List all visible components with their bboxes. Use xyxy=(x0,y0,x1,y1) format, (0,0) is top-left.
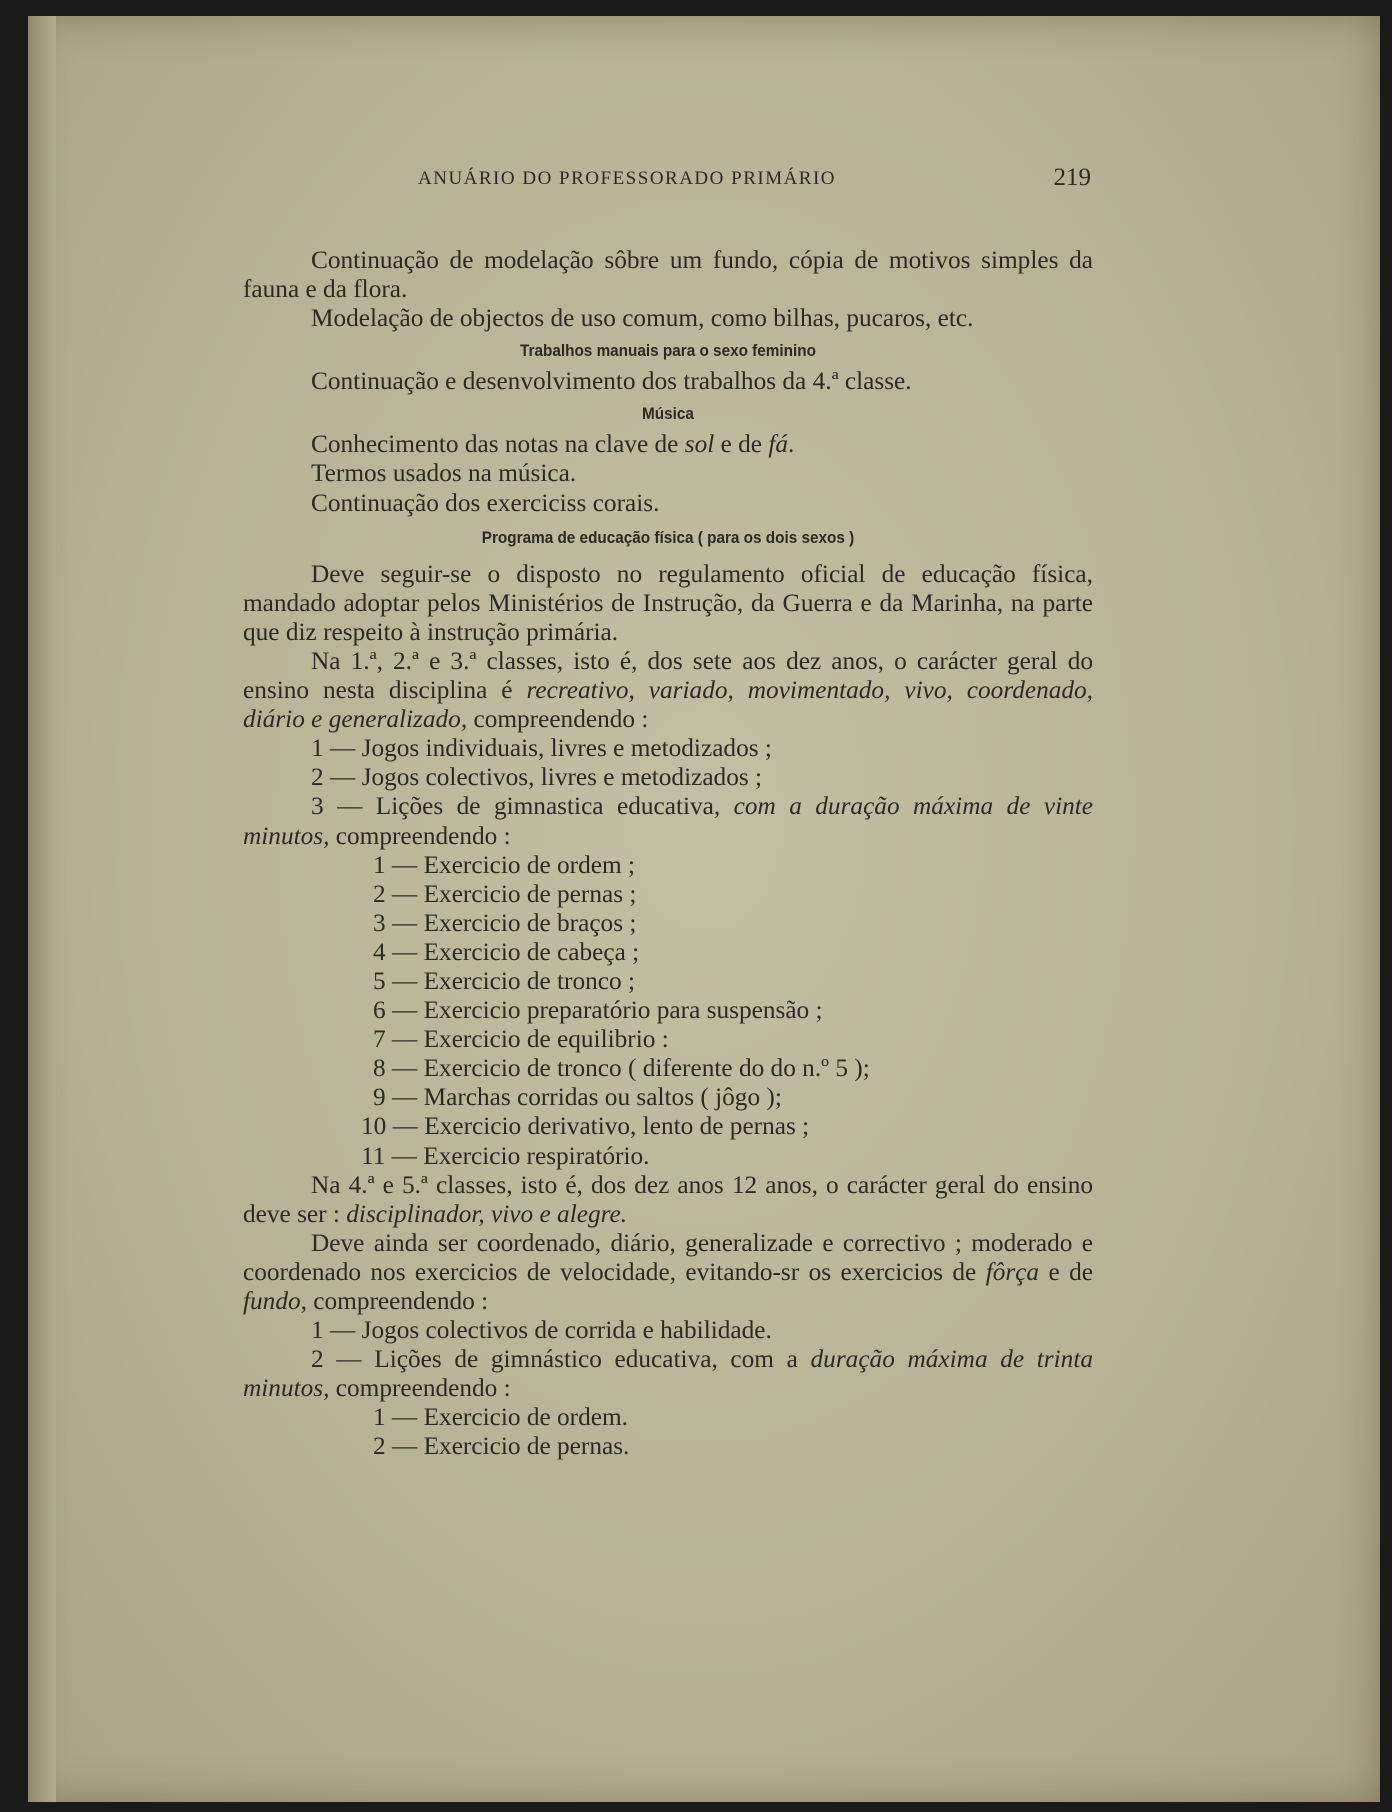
paragraph: Na 1.ª, 2.ª e 3.ª classes, isto é, dos sete aos dez anos, o carácter geral do ensino nesta disciplina é recreativo, variado, movimentado, vivo, coordenado, diário e generalizado, compreendendo : xyxy=(243,646,1093,734)
list-item: 2 — Lições de gimnástico educativa, com a duração máxima de trinta minutos, compreendendo : xyxy=(243,1345,1094,1403)
list-item: 2 — Jogos colectivos, livres e metodizados ; xyxy=(311,763,763,792)
paragraph: Modelação de objectos de uso comum, como bilhas, pucaros, etc. xyxy=(311,304,974,333)
book-spine xyxy=(28,16,56,1802)
paragraph: Deve ainda ser coordenado, diário, generalizade e correctivo ; moderado e coordenado nos exercicios de velocidade, evitando-sr os exercicios de fôrça e de fundo, compreendendo : xyxy=(243,1228,1093,1315)
paragraph: Continuação e desenvolvimento dos trabalhos da 4.ª classe. xyxy=(311,367,912,396)
sub-list-item: 9 — Marchas corridas ou saltos ( jôgo ); xyxy=(373,1083,782,1112)
sub-list-item: 3 — Exercicio de braços ; xyxy=(373,908,637,937)
list-item: 1 — Jogos colectivos de corrida e habilidade. xyxy=(311,1316,772,1345)
section-heading-musica: Música xyxy=(642,404,694,424)
list-item: 3 — Lições de gimnastica educativa, com a duração máxima de vinte minutos, compreendendo : xyxy=(243,792,1094,850)
sub-list-item: 1 — Exercicio de ordem ; xyxy=(373,850,636,879)
paragraph: Continuação de modelação sôbre um fundo, cópia de motivos simples da fauna e da flora. xyxy=(243,246,1093,304)
sub-list-item: 5 — Exercicio de tronco ; xyxy=(373,966,636,995)
sub-list-item: 1 — Exercicio de ordem. xyxy=(373,1403,628,1432)
book-page xyxy=(28,16,1380,1802)
sub-list-item: 6 — Exercicio preparatório para suspensão ; xyxy=(373,996,823,1025)
paragraph: Deve seguir-se o disposto no regulamento oficial de educação física, mandado adoptar pelos Ministérios de Instrução, da Guerra e da Marinha, na parte que diz respeito à instrução primária. xyxy=(243,559,1093,646)
running-header xyxy=(243,164,1093,198)
section-heading-trabalhos: Trabalhos manuais para o sexo feminino xyxy=(520,341,816,361)
sub-list-item: 11 — Exercicio respiratório. xyxy=(361,1141,650,1170)
list-item: 1 — Jogos individuais, livres e metodizados ; xyxy=(311,734,772,763)
sub-list-item: 2 — Exercicio de pernas. xyxy=(373,1432,630,1461)
paragraph: Conhecimento das notas na clave de sol e de fá. xyxy=(311,430,795,459)
paragraph: Termos usados na música. xyxy=(311,459,577,488)
paragraph: Continuação dos exerciciss corais. xyxy=(311,488,660,517)
header-title: ANUÁRIO DO PROFESSORADO PRIMÁRIO xyxy=(418,168,837,189)
sub-list-item: 7 — Exercicio de equilibrio : xyxy=(373,1025,669,1054)
paragraph: Na 4.ª e 5.ª classes, isto é, dos dez anos 12 anos, o carácter geral do ensino deve ser : disciplinador, vivo e alegre. xyxy=(243,1170,1093,1228)
sub-list-item: 2 — Exercicio de pernas ; xyxy=(373,879,637,908)
page-body xyxy=(243,246,1093,1462)
sub-list-item: 10 — Exercicio derivativo, lento de pernas ; xyxy=(361,1112,810,1141)
sub-list-item: 4 — Exercicio de cabeça ; xyxy=(373,937,640,966)
section-heading-programa: Programa de educação física ( para os dois sexos ) xyxy=(481,527,855,547)
page-number: 219 xyxy=(1053,164,1091,191)
sub-list-item: 8 — Exercicio de tronco ( diferente do do n.º 5 ); xyxy=(373,1054,870,1083)
